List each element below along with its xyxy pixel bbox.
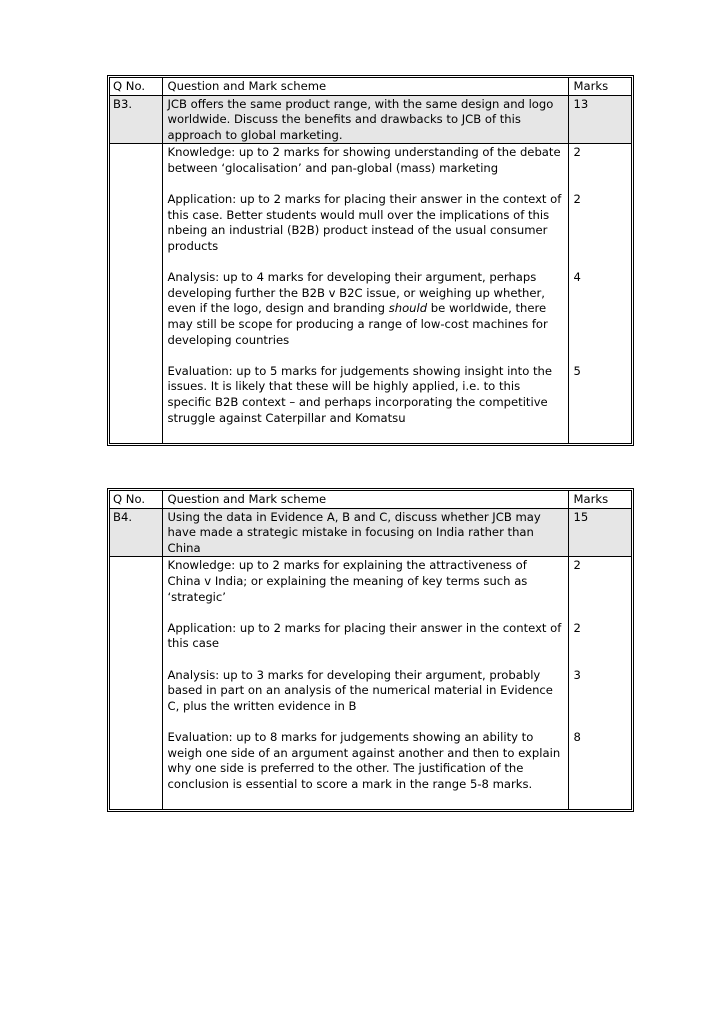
scheme-marks [568,557,631,809]
analysis-criterion: Analysis: up to 4 marks for developing their argument, perhaps developing further the B2B v B2C issue, or weighing up whether, even if the logo, design and branding should be worldwide, there may still be scope for producing a range of low-cost machines for developing countries [167,270,548,347]
header-scheme: Question and Mark scheme [162,491,568,508]
header-marks: Marks [568,78,631,95]
table-header-row [110,491,631,508]
header-scheme: Question and Mark scheme [162,78,568,95]
table-header-row [110,78,631,95]
question-row [110,508,631,557]
empty-qno-cell [110,144,162,443]
evaluation-criterion: Evaluation: up to 8 marks for judgements showing an ability to weigh one side of an argument against another and then to explain why one side is preferred to the other. The justification of the conclusion is essential to score a mark in the range 5-8 marks. [167,729,561,791]
evaluation-marks: 8 [573,729,581,744]
scheme-marks [568,144,631,443]
question-total-marks: 13 [568,95,631,144]
header-marks: Marks [568,491,631,508]
header-qno: Q No. [110,78,162,95]
application-marks: 2 [573,192,581,207]
analysis-criterion: Analysis: up to 3 marks for developing their argument, probably based in part on an analysis of the numerical material in Evidence C, plus the written evidence in B [167,667,553,713]
application-criterion: Application: up to 2 marks for placing their answer in the context of this case. Better students would mull over the implications of this nbeing an industrial (B2B) product instead of the usual consumer products [167,192,562,253]
evaluation-criterion: Evaluation: up to 5 marks for judgements showing insight into the issues. It is likely that these will be highly applied, i.e. to this specific B2B context – and perhaps incorporating the competitive struggle against Caterpillar and Komatsu [167,363,553,425]
question-text: Using the data in Evidence A, B and C, discuss whether JCB may have made a strategic mistake in focusing on India rather than China [162,508,568,557]
knowledge-marks: 2 [573,558,581,573]
knowledge-criterion: Knowledge: up to 2 marks for showing understanding of the debate between ‘glocalisation’ and pan-global (mass) marketing [167,145,561,175]
knowledge-criterion: Knowledge: up to 2 marks for explaining the attractiveness of China v India; or explaining the meaning of key terms such as ‘strategic’ [167,558,528,604]
question-number: B4. [110,508,162,557]
scheme-row [110,557,631,809]
question-text: JCB offers the same product range, with the same design and logo worldwide. Discuss the benefits and drawbacks to JCB of this approach to global marketing. [162,95,568,144]
mark-scheme-table-b3 [107,75,634,446]
scheme-items [162,144,568,443]
emphasis-should: should [388,301,428,316]
application-marks: 2 [573,620,581,635]
application-criterion: Application: up to 2 marks for placing their answer in the context of this case [167,620,562,651]
header-qno: Q No. [110,491,162,508]
question-total-marks: 15 [568,508,631,557]
knowledge-marks: 2 [573,145,581,160]
analysis-marks: 3 [573,667,581,682]
evaluation-marks: 5 [573,363,581,378]
scheme-row [110,144,631,443]
question-number: B3. [110,95,162,144]
mark-scheme-table-b4 [107,488,634,812]
empty-qno-cell [110,557,162,809]
question-row [110,95,631,144]
scheme-items [162,557,568,809]
analysis-marks: 4 [573,270,581,285]
